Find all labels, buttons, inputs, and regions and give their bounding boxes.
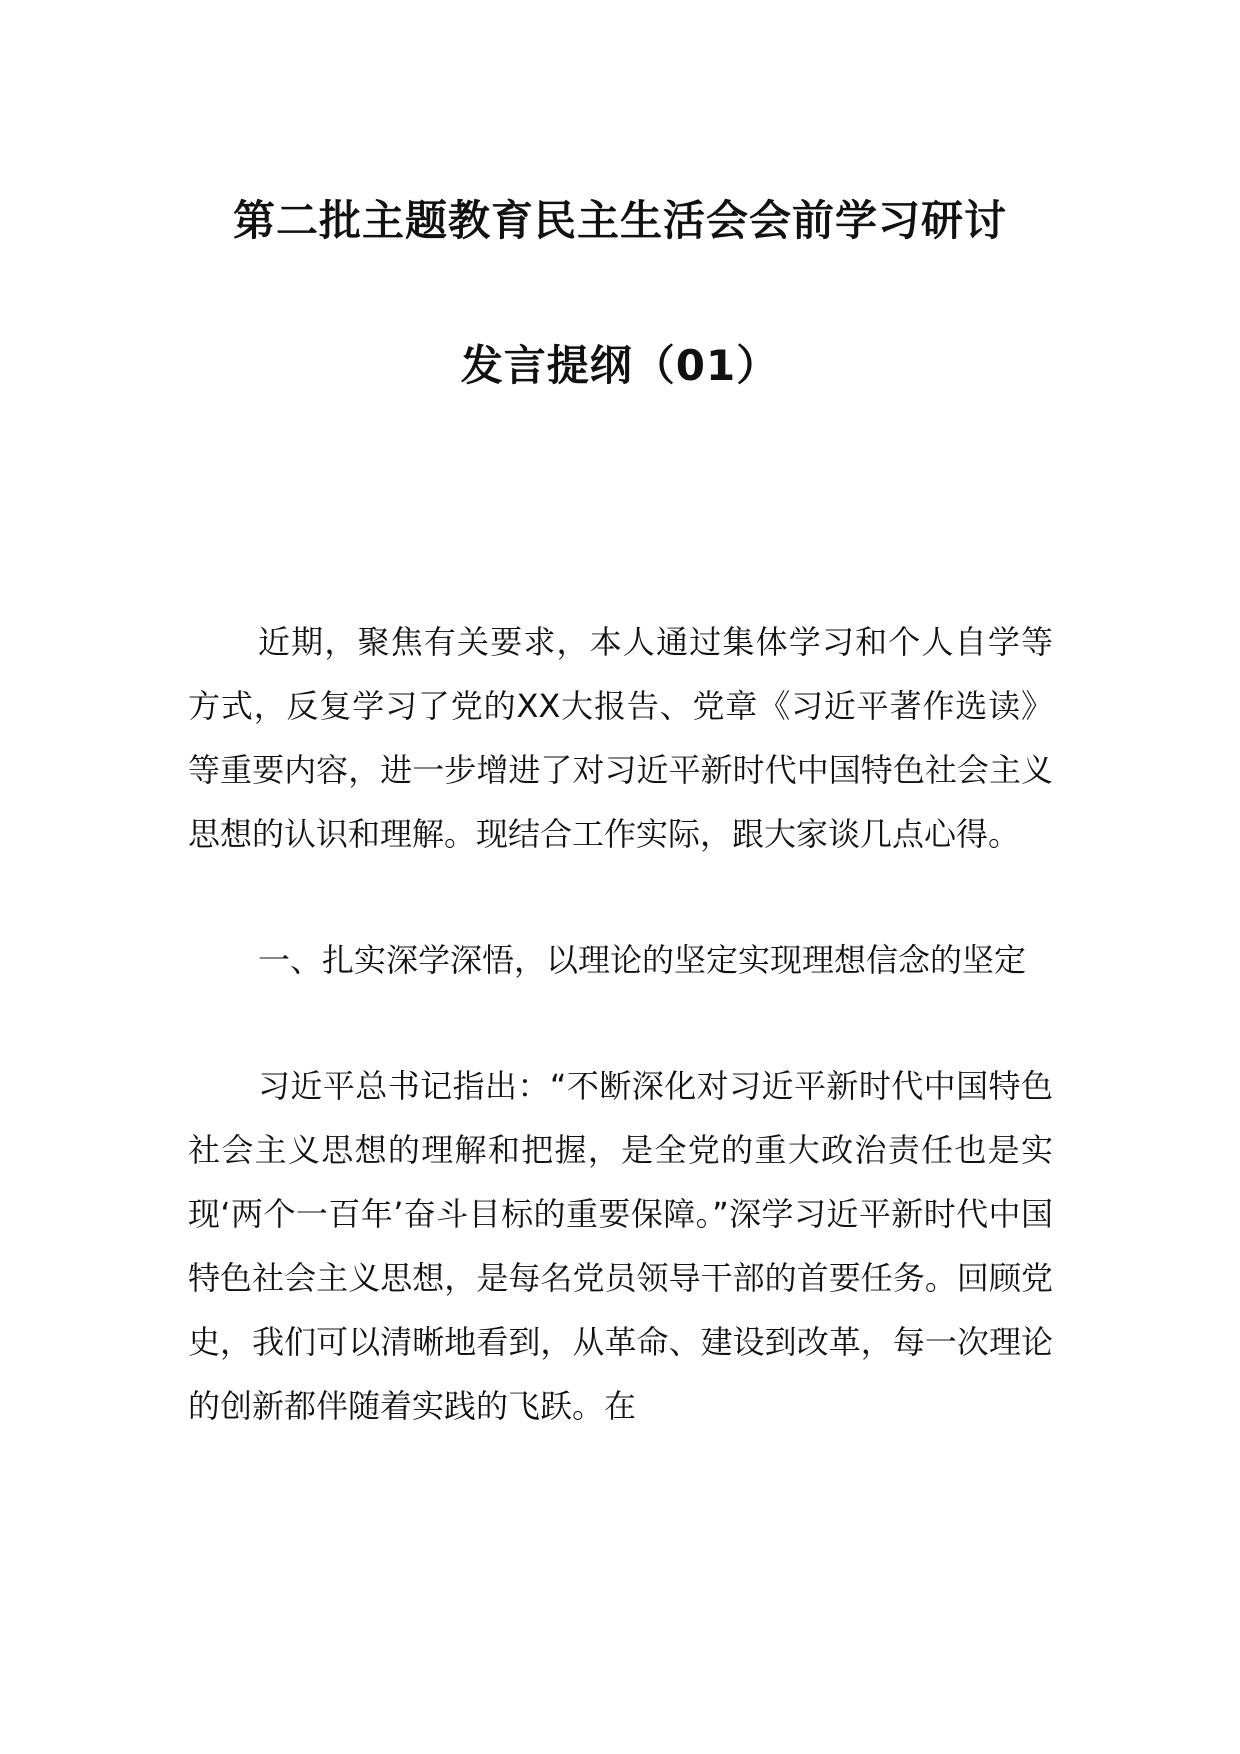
section-heading-1: 一、扎实深学深悟，以理论的坚定实现理想信念的坚定 [258, 941, 1027, 979]
document-body [188, 610, 1053, 1438]
title-line-2: 发言提纲（01） [460, 341, 780, 390]
body-paragraph: 习近平总书记指出：“不断深化对习近平新时代中国特色社会主义思想的理解和把握，是全党的重大政治责任也是实现‘两个一百年’奋斗目标的重要保障。”深学习近平新时代中国特色社会主义思想，是每名党员领导干部的首要任务。回顾党史，我们可以清晰地看到，从革命、建设到改革，每一次理论的创新都伴随着实践的飞跃。在 [188, 1067, 1053, 1425]
document-title [180, 196, 1060, 391]
intro-paragraph: 近期，聚焦有关要求，本人通过集体学习和个人自学等方式，反复学习了党的XX大报告、党章《习近平著作选读》等重要内容，进一步增进了对习近平新时代中国特色社会主义思想的认识和理解。现结合工作实际，跟大家谈几点心得。 [188, 623, 1053, 853]
title-line-1: 第二批主题教育民主生活会会前学习研讨 [232, 196, 1007, 245]
